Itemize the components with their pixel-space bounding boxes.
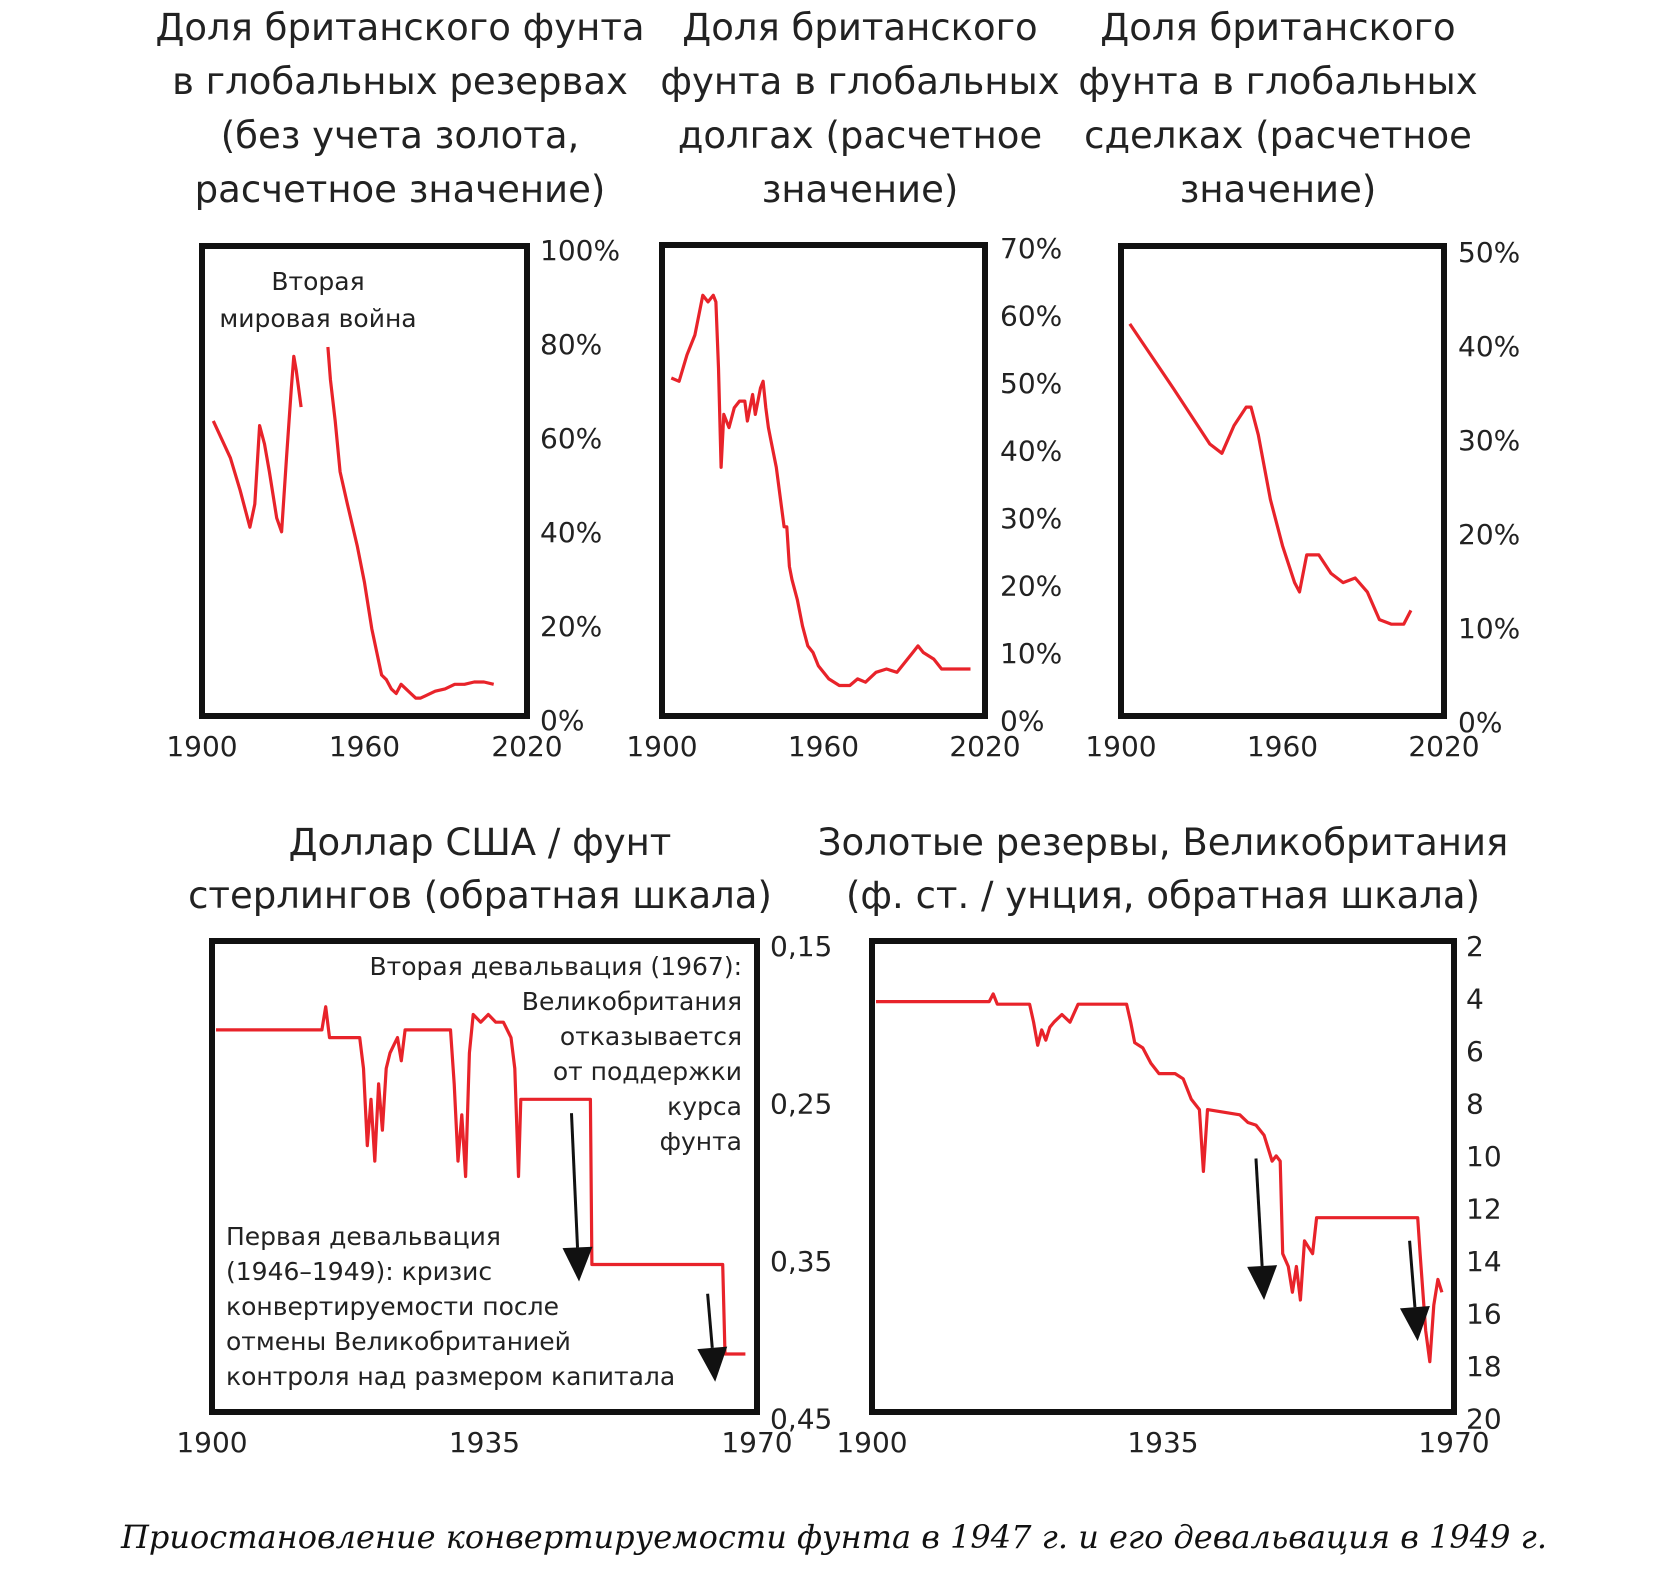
reserves-y-tick-label: 100%: [540, 234, 621, 267]
debt-x-tick-label: 1960: [787, 730, 860, 763]
usd-gbp-annotation-bottom-line: конвертируемости после: [226, 1292, 559, 1321]
usd-gbp-annotation-top-line: отказывается: [559, 1022, 742, 1051]
gold-title-line: (ф. ст. / унция, обратная шкала): [845, 874, 1481, 917]
transactions-y-tick-label: 0%: [1458, 706, 1503, 739]
usd-gbp-y-tick-label: 0,45: [770, 1402, 833, 1436]
usd-gbp-annotation-bottom-line: отмены Великобританией: [226, 1327, 571, 1356]
reserves-title-line: (без учета золота,: [220, 114, 580, 157]
usd-gbp-annotation-top-line: Великобритания: [521, 987, 742, 1016]
gold-x-tick-label: 1935: [1127, 1426, 1199, 1459]
usd-gbp-arrow-head: [697, 1347, 727, 1382]
gold-title-line: Золотые резервы, Великобритания: [817, 821, 1509, 864]
usd-gbp-annotation-top-line: фунта: [659, 1127, 742, 1156]
debt-title-line: фунта в глобальных: [660, 60, 1060, 103]
debt-y-tick-label: 10%: [1000, 637, 1063, 670]
usd-gbp-y-tick-label: 0,35: [770, 1245, 833, 1278]
debt-chart: [626, 6, 1062, 763]
usd-gbp-x-tick-label: 1935: [448, 1426, 521, 1459]
reserves-y-tick-label: 0%: [540, 704, 585, 737]
gold-devaluation-arrow: [1410, 1241, 1415, 1307]
reserves-y-tick-label: 60%: [540, 422, 603, 455]
debt-series-line: [671, 295, 970, 685]
usd-gbp-title-line: стерлингов (обратная шкала): [188, 874, 772, 917]
usd-gbp-annotation-top-line: Вторая девальвация (1967):: [369, 952, 742, 981]
reserves-title-line: Доля британского фунта: [155, 6, 645, 49]
debt-y-tick-label: 50%: [1000, 367, 1063, 400]
debt-title-line: значение): [761, 168, 959, 211]
usd-gbp-annotation-top-line: курса: [667, 1092, 742, 1121]
usd-gbp-devaluation-arrow: [708, 1294, 713, 1348]
usd-gbp-title-line: Доллар США / фунт: [288, 821, 672, 864]
reserves-x-tick-label: 1960: [328, 730, 401, 763]
gold-y-tick-label: 10: [1466, 1140, 1502, 1173]
debt-y-tick-label: 0%: [1000, 704, 1045, 738]
gold-series-line: [876, 994, 1442, 1362]
figure-caption: Приостановление конвертируемости фунта в 1947 г. и его девальвация в 1949 г.: [121, 1518, 1547, 1556]
reserves-series-line: [213, 356, 301, 532]
debt-y-tick-label: 70%: [1000, 232, 1063, 265]
usd-gbp-chart: [176, 821, 832, 1459]
usd-gbp-annotation-top-line: от поддержки: [552, 1057, 742, 1086]
transactions-series-line: [1130, 324, 1411, 624]
reserves-x-tick-label: 1900: [166, 730, 238, 763]
reserves-y-tick-label: 20%: [540, 610, 603, 643]
usd-gbp-annotation-bottom-line: Первая девальвация: [226, 1222, 501, 1251]
usd-gbp-x-tick-label: 1970: [721, 1426, 793, 1459]
transactions-x-tick-label: 2020: [1408, 730, 1480, 763]
transactions-chart: [1078, 6, 1520, 763]
transactions-y-tick-label: 40%: [1458, 330, 1521, 363]
usd-gbp-x-tick-label: 1900: [176, 1426, 248, 1459]
debt-plot-frame: [662, 245, 985, 716]
usd-gbp-annotation-bottom-line: (1946–1949): кризис: [226, 1257, 493, 1286]
reserves-x-tick-label: 2020: [491, 730, 563, 763]
transactions-title-line: сделках (расчетное: [1084, 114, 1472, 157]
transactions-x-tick-label: 1900: [1085, 730, 1157, 763]
reserves-title-line: расчетное значение): [194, 168, 606, 211]
debt-y-tick-label: 20%: [1000, 569, 1063, 603]
debt-x-tick-label: 1900: [626, 730, 698, 763]
transactions-title-line: значение): [1179, 168, 1377, 211]
debt-y-tick-label: 40%: [1000, 434, 1063, 468]
gold-y-tick-label: 6: [1466, 1035, 1484, 1068]
reserves-annotation-line: мировая война: [219, 304, 417, 333]
gold-x-tick-label: 1970: [1418, 1426, 1490, 1459]
reserves-y-tick-label: 80%: [540, 328, 603, 361]
transactions-y-tick-label: 50%: [1458, 236, 1521, 269]
transactions-x-tick-label: 1960: [1246, 730, 1319, 763]
gold-x-tick-label: 1900: [836, 1426, 908, 1459]
gold-arrow-head: [1247, 1265, 1277, 1300]
usd-gbp-annotation-bottom-line: контроля над размером капитала: [226, 1362, 676, 1391]
usd-gbp-y-tick-label: 0,15: [770, 930, 833, 963]
reserves-chart: [155, 6, 644, 763]
transactions-y-tick-label: 30%: [1458, 424, 1521, 457]
debt-x-tick-label: 2020: [949, 730, 1021, 763]
gold-y-tick-label: 8: [1466, 1087, 1484, 1121]
gold-chart: [818, 821, 1509, 1459]
gold-y-tick-label: 4: [1466, 982, 1484, 1016]
debt-y-tick-label: 30%: [1000, 502, 1063, 535]
usd-gbp-arrow-head: [563, 1247, 593, 1282]
reserves-series-line: [328, 347, 494, 698]
gold-y-tick-label: 18: [1466, 1350, 1502, 1383]
transactions-title-line: фунта в глобальных: [1078, 60, 1478, 103]
gold-plot-frame: [872, 941, 1454, 1412]
gold-y-tick-label: 12: [1466, 1192, 1502, 1226]
gold-devaluation-arrow: [1256, 1158, 1262, 1266]
gold-y-tick-label: 2: [1466, 930, 1484, 963]
gold-y-tick-label: 14: [1466, 1245, 1502, 1278]
transactions-title-line: Доля британского: [1100, 6, 1456, 49]
gold-y-tick-label: 16: [1466, 1297, 1502, 1331]
reserves-title-line: в глобальных резервах: [172, 60, 628, 103]
gold-y-tick-label: 20: [1466, 1402, 1502, 1436]
debt-title-line: долгах (расчетное: [677, 114, 1043, 157]
reserves-y-tick-label: 40%: [540, 516, 603, 549]
usd-gbp-devaluation-arrow: [571, 1113, 577, 1247]
transactions-plot-frame: [1121, 246, 1444, 716]
usd-gbp-y-tick-label: 0,25: [770, 1087, 833, 1121]
debt-y-tick-label: 60%: [1000, 299, 1063, 333]
debt-title-line: Доля британского: [682, 6, 1038, 49]
transactions-y-tick-label: 20%: [1458, 518, 1521, 551]
transactions-y-tick-label: 10%: [1458, 612, 1521, 645]
reserves-annotation-line: Вторая: [271, 267, 365, 296]
